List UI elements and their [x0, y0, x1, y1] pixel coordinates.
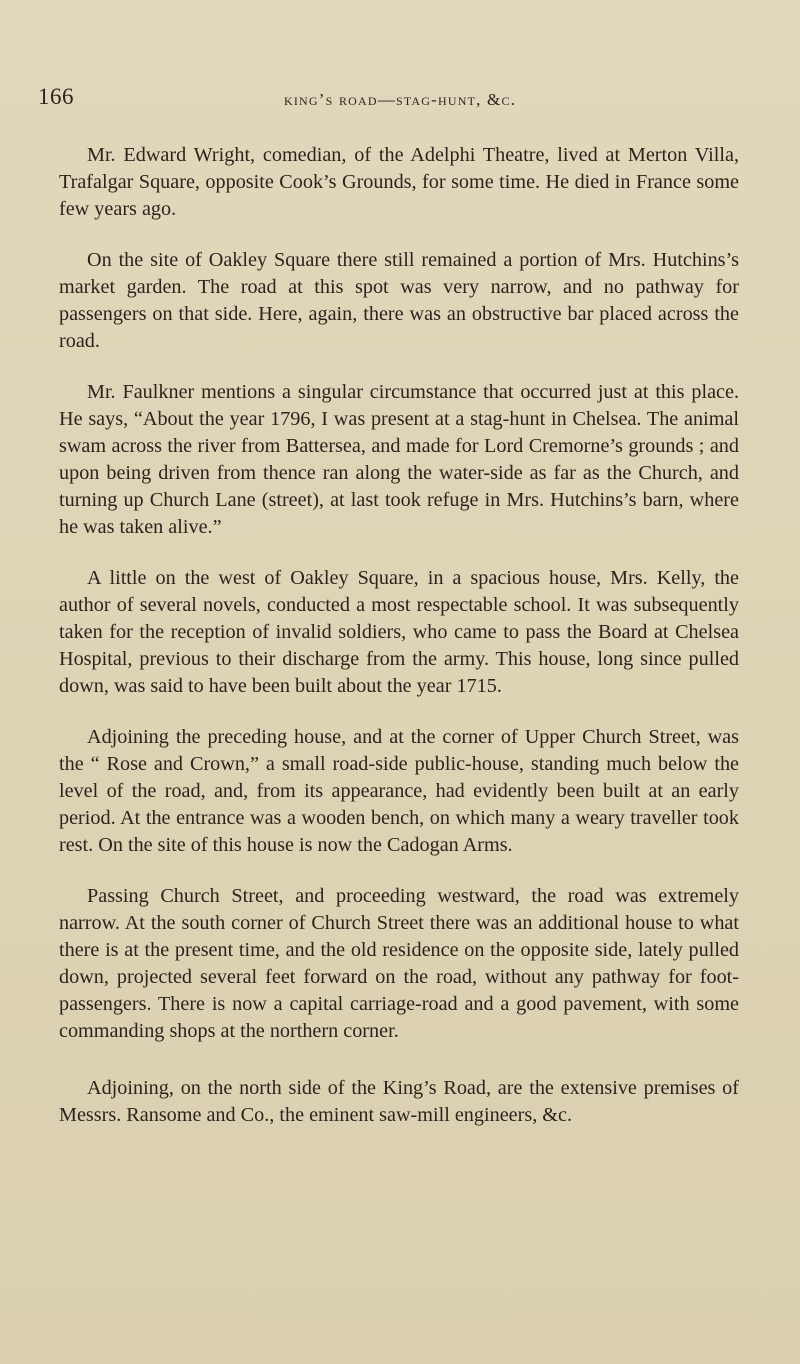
paragraph-oakley-square-garden: On the site of Oakley Square there still remained a portion of Mrs. Hutchins’s market garden. The road at this spot was very narrow, and no pathway for passengers on that side. Here, again, there was an obstructive bar placed across the road. — [59, 249, 739, 352]
page-number: 166 — [38, 84, 74, 109]
body-text — [59, 142, 739, 1153]
paragraph-stag-hunt: Mr. Faulkner mentions a singular circumstance that occurred just at this place. He says, “About the year 1796, I was present at a stag-hunt in Chelsea. The animal swam across the river from Battersea, and made for Lord Cremorne’s grounds ; and upon being driven from thence ran along the water-side as far as the Church, and turning up Church Lane (street), at last took refuge in Mrs. Hutchins’s barn, where he was taken alive.” — [59, 381, 739, 538]
paragraph-edward-wright: Mr. Edward Wright, comedian, of the Adelphi Theatre, lived at Merton Villa, Trafalgar Square, opposite Cook’s Grounds, for some time. He died in France some few years ago. — [59, 144, 739, 220]
paragraph-rose-and-crown: Adjoining the preceding house, and at the corner of Upper Church Street, was the “ Rose and Crown,” a small road-side public-house, standing much below the level of the road, and, from its appearance, had evidently been built at an early period. At the entrance was a wooden bench, on which many a weary traveller took rest. On the site of this house is now the Cadogan Arms. — [59, 726, 739, 856]
running-head: king’s road—stag-hunt, &c. — [284, 90, 517, 109]
paragraph-church-street: Passing Church Street, and proceeding westward, the road was extremely narrow. At the south corner of Church Street there was an additional house to what there is at the present time, and the old residence on the opposite side, lately pulled down, projected several feet forward on the road, without any pathway for foot-passengers. There is now a capital carriage-road and a good pavement, with some commanding shops at the northern corner. — [59, 885, 739, 1042]
page-header — [0, 84, 800, 114]
paragraph-ransome-and-co: Adjoining, on the north side of the King’s Road, are the extensive premises of Messrs. Ransome and Co., the eminent saw-mill engineers, &c. — [59, 1077, 739, 1126]
paragraph-mrs-kelly-school: A little on the west of Oakley Square, in a spacious house, Mrs. Kelly, the author of several novels, conducted a most respectable school. It was subsequently taken for the reception of invalid soldiers, who came to pass the Board at Chelsea Hospital, previous to their discharge from the army. This house, long since pulled down, was said to have been built about the year 1715. — [59, 567, 739, 697]
